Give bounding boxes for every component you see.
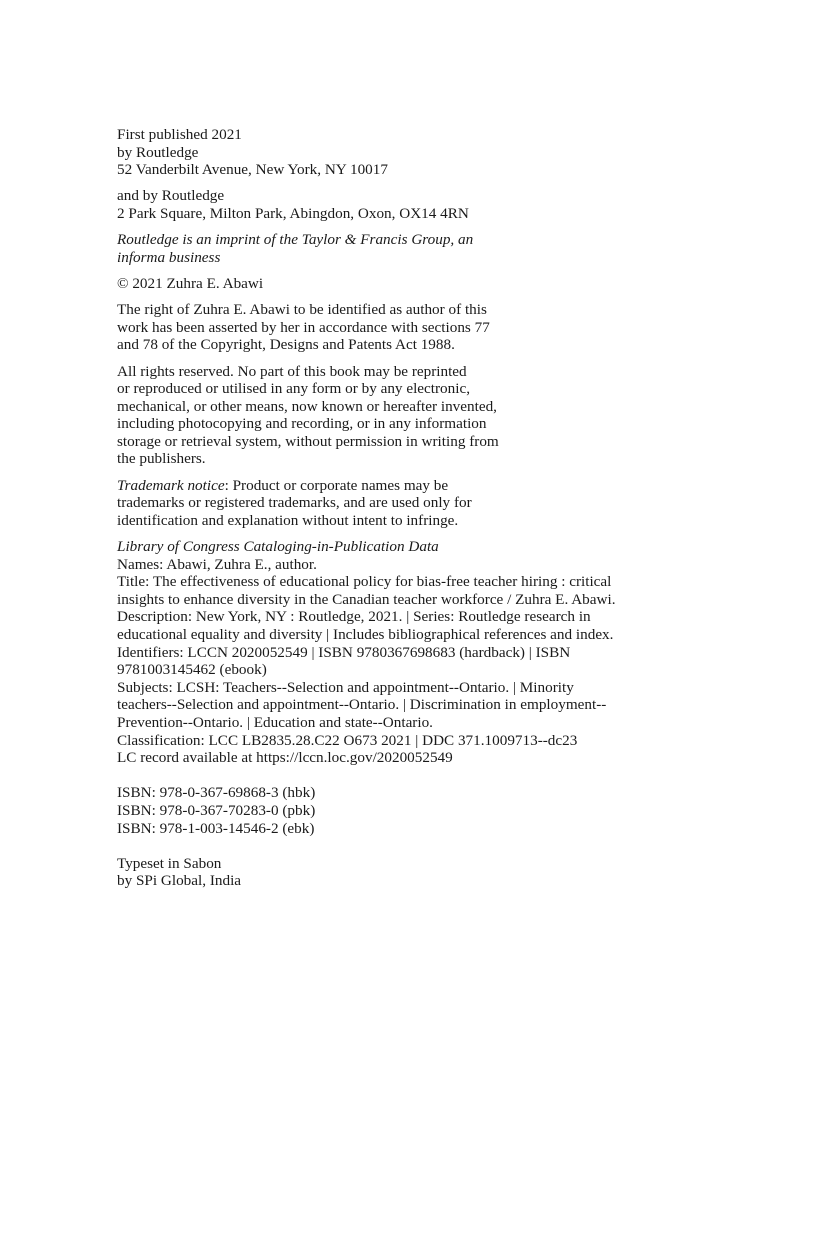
cip-line: teachers--Selection and appointment--Ontario. | Discrimination in employment-- — [117, 696, 607, 714]
all-rights-line: All rights reserved. No part of this book may be reprinted — [117, 362, 467, 380]
cip-heading: Library of Congress Cataloging-in-Publication Data — [117, 538, 439, 556]
trademark-first-line — [117, 477, 717, 495]
all-rights-line: including photocopying and recording, or in any information — [117, 415, 487, 433]
cip-line: 9781003145462 (ebook) — [117, 661, 267, 679]
cip-line: Classification: LCC LB2835.28.C22 O673 2021 | DDC 371.1009713--dc23 — [117, 731, 578, 749]
cip-line: Title: The effectiveness of educational policy for bias-free teacher hiring : critical — [117, 573, 612, 591]
imprint-notice-line: Routledge is an imprint of the Taylor & Francis Group, an — [117, 231, 474, 249]
copyright-page — [117, 126, 717, 890]
typeset-block — [117, 855, 717, 890]
all-rights-line: mechanical, or other means, now known or hereafter invented, — [117, 397, 497, 415]
typeset-line: Typeset in Sabon — [117, 854, 222, 872]
author-rights-line: The right of Zuhra E. Abawi to be identified as author of this — [117, 301, 487, 319]
copyright-line: © 2021 Zuhra E. Abawi — [117, 274, 264, 292]
all-rights-line: or reproduced or utilised in any form or by any electronic, — [117, 380, 470, 398]
trademark-line: identification and explanation without intent to infringe. — [117, 511, 459, 529]
cip-line: LC record available at https://lccn.loc.gov/2020052549 — [117, 749, 453, 767]
publisher-address-ny: 52 Vanderbilt Avenue, New York, NY 10017 — [117, 161, 388, 179]
imprint-notice-line: informa business — [117, 248, 221, 266]
typesetter-line: by SPi Global, India — [117, 872, 242, 890]
also-published-line: and by Routledge — [117, 187, 225, 205]
author-rights-line: work has been asserted by her in accordance with sections 77 — [117, 318, 490, 336]
isbn-block — [117, 784, 717, 837]
first-published-block — [117, 126, 717, 179]
first-published-line: First published 2021 — [117, 126, 242, 143]
cip-line: Prevention--Ontario. | Education and state--Ontario. — [117, 713, 433, 731]
trademark-line: trademarks or registered trademarks, and are used only for — [117, 494, 472, 512]
all-rights-line: the publishers. — [117, 450, 206, 468]
also-published-block — [117, 187, 717, 222]
cip-data-block — [117, 538, 717, 767]
author-rights-line: and 78 of the Copyright, Designs and Patents Act 1988. — [117, 336, 455, 354]
trademark-label: Trademark notice — [117, 476, 225, 494]
author-rights-block — [117, 301, 717, 354]
cip-line: Names: Abawi, Zuhra E., author. — [117, 555, 317, 573]
cip-line: Description: New York, NY : Routledge, 2021. | Series: Routledge research in — [117, 608, 591, 626]
isbn-ebook: ISBN: 978-1-003-14546-2 (ebk) — [117, 819, 315, 837]
trademark-notice — [117, 477, 717, 530]
cip-line: Identifiers: LCCN 2020052549 | ISBN 9780367698683 (hardback) | ISBN — [117, 643, 571, 661]
isbn-paperback: ISBN: 978-0-367-70283-0 (pbk) — [117, 801, 316, 819]
publisher-name: by Routledge — [117, 143, 199, 161]
imprint-notice — [117, 231, 717, 266]
cip-line: insights to enhance diversity in the Canadian teacher workforce / Zuhra E. Abawi. — [117, 590, 616, 608]
copyright-notice — [117, 275, 717, 293]
cip-line: Subjects: LCSH: Teachers--Selection and appointment--Ontario. | Minority — [117, 678, 574, 696]
isbn-hardback: ISBN: 978-0-367-69868-3 (hbk) — [117, 784, 316, 802]
publisher-address-uk: 2 Park Square, Milton Park, Abingdon, Oxon, OX14 4RN — [117, 204, 469, 222]
all-rights-block — [117, 363, 717, 469]
all-rights-line: storage or retrieval system, without permission in writing from — [117, 432, 499, 450]
cip-line: educational equality and diversity | Includes bibliographical references and index. — [117, 626, 614, 643]
trademark-text: : Product or corporate names may be — [224, 476, 449, 494]
